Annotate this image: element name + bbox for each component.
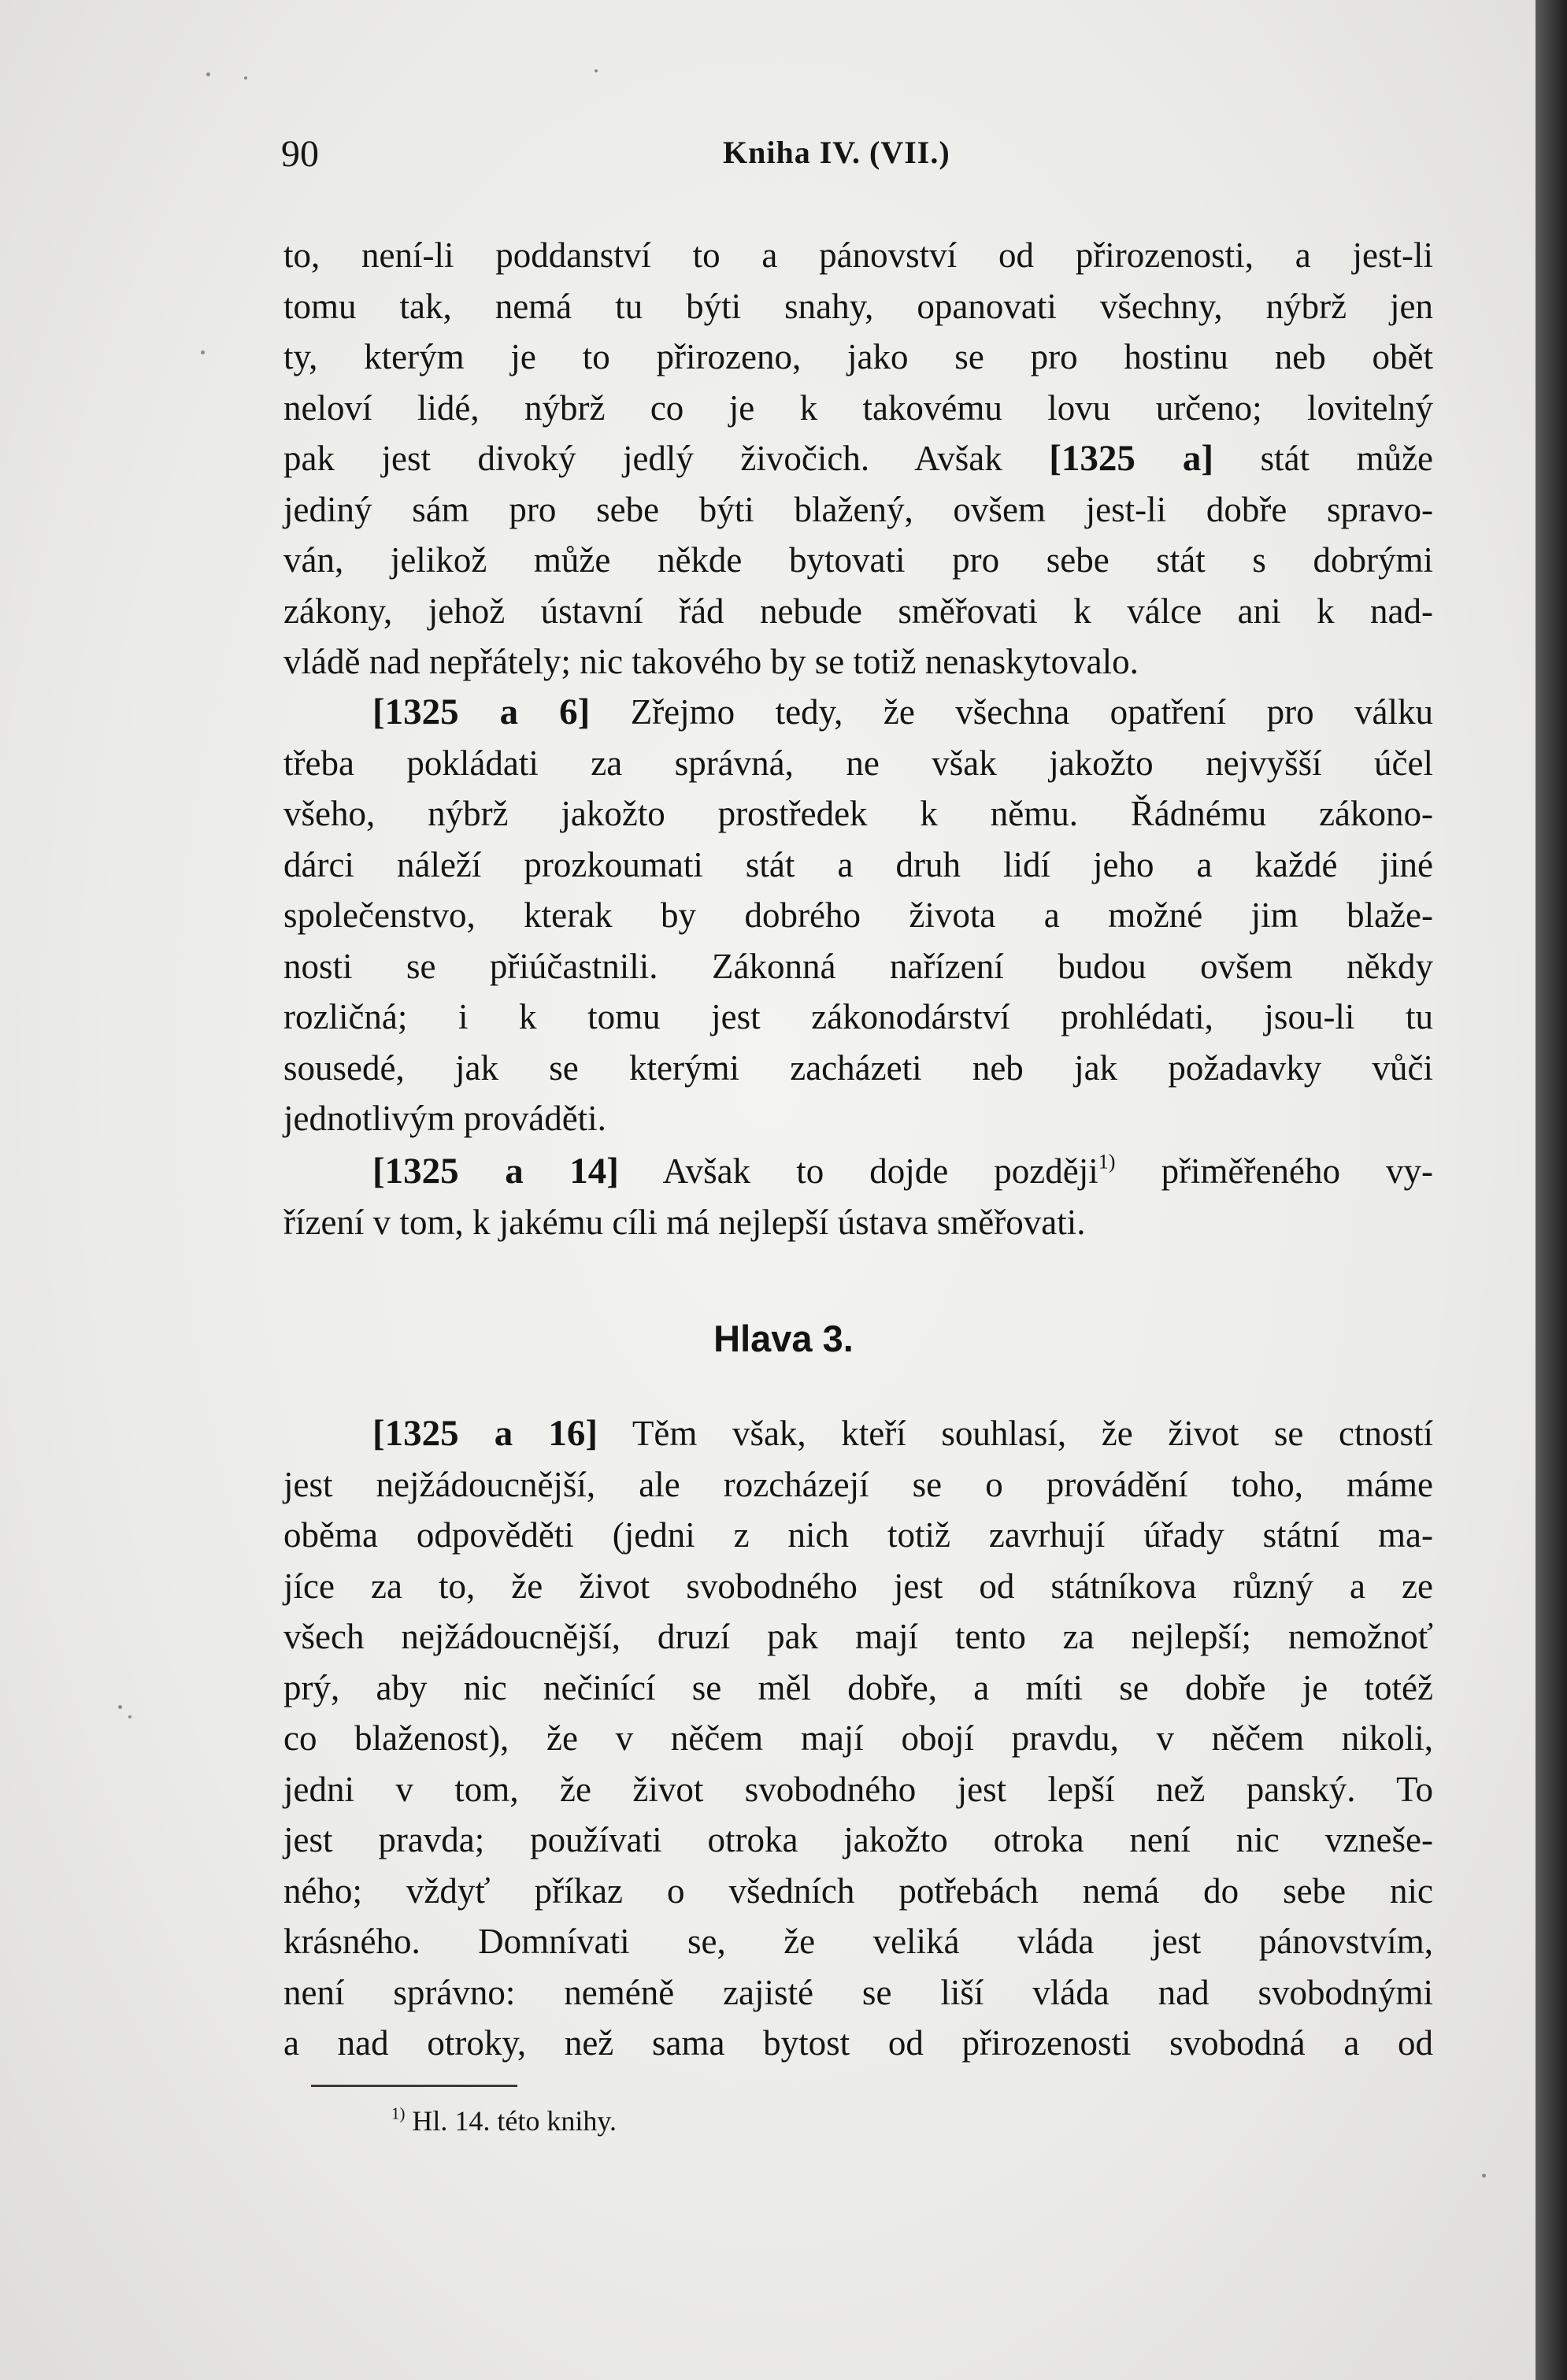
text-line: oběma odpověděti (jedni z nich totiž zavrhují úřady státní ma- <box>283 1515 1433 1555</box>
paper-speck <box>244 76 247 80</box>
text-line: ván, jelikož může někde bytovati pro sebe stát s dobrými <box>283 540 1433 580</box>
text-line: jíce za to, že život svobodného jest od státníkova různý a ze <box>283 1566 1433 1606</box>
paragraph-4 <box>283 1408 1433 2069</box>
footnote-text: Hl. 14. této knihy. <box>412 2105 617 2137</box>
footnote-mark: 1) <box>391 2104 406 2123</box>
line-text: stát může <box>1260 439 1434 478</box>
line-text: Zřejmo tedy, že všechna opatření pro válku <box>630 692 1434 732</box>
text-line: jest pravda; používati otroka jakožto otroka není nic vzneše- <box>283 1820 1433 1859</box>
text-line: zákony, jehož ústavní řád nebude směřovati k válce ani k nad- <box>283 591 1433 631</box>
text-line: dárci náleží prozkoumati stát a druh lidí jeho a každé jiné <box>283 844 1433 884</box>
text-line: co blaženost), že v něčem mají obojí pravdu, v něčem nikoli, <box>283 1718 1433 1758</box>
paragraph-1 <box>283 230 1433 688</box>
text-line: krásného. Domnívati se, že veliká vláda jest pánovstvím, <box>283 1922 1433 1961</box>
text-line: jednotlivým prováděti. <box>283 1099 606 1138</box>
paper-speck <box>1482 2174 1486 2178</box>
line-text: pak jest divoký jedlý živočich. Avšak <box>283 439 1002 478</box>
text-line: tomu tak, nemá tu býti snahy, opanovati všechny, nýbrž jen <box>283 286 1433 326</box>
book-title: Kniha IV. (VII.) <box>723 135 950 170</box>
paragraph-3 <box>283 1146 1433 1247</box>
text-line: vládě nad nepřátely; nic takového by se totiž nenaskytovalo. <box>283 642 1139 681</box>
bekker-reference: [1325 a 14] <box>372 1151 619 1192</box>
paper-speck <box>201 350 205 354</box>
line-text: Těm však, kteří souhlasí, že život se ctností <box>632 1414 1433 1453</box>
text-line: jedni v tom, že život svobodného jest lepší než panský. To <box>283 1769 1433 1809</box>
text-line-with-reference <box>283 1146 1433 1197</box>
footnote <box>391 2104 617 2137</box>
chapter-heading: Hlava 3. <box>713 1318 854 1359</box>
text-line-with-reference <box>283 687 1433 738</box>
text-line: ty, kterým je to přirozeno, jako se pro hostinu neb obět <box>283 337 1433 376</box>
paper-speck <box>128 1715 132 1718</box>
text-line: jediný sám pro sebe býti blažený, ovšem jest-li dobře spravo- <box>283 489 1433 529</box>
text-line: třeba pokládati za správná, ne však jakožto nejvyšší účel <box>283 743 1433 783</box>
footnote-mark: 1) <box>1098 1150 1116 1173</box>
text-line: neloví lidé, nýbrž co je k takovému lovu určeno; lovitelný <box>283 387 1433 428</box>
text-line-with-reference <box>283 1408 1433 1459</box>
paper-speck <box>206 72 210 76</box>
page-edge-shadow <box>1536 0 1567 2380</box>
text-line: všeho, nýbrž jakožto prostředek k němu. Řádnému zákono- <box>283 794 1433 833</box>
bekker-reference: [1325 a 6] <box>372 691 591 732</box>
text-line: řízení v tom, k jakému cíli má nejlepší ústava směřovati. <box>283 1202 1086 1242</box>
paper-speck <box>118 1705 122 1709</box>
paper-speck <box>595 69 598 72</box>
text-line: společenstvo, kterak by dobrého života a možné jim blaže- <box>283 895 1433 935</box>
line-text: přiměřeného vy- <box>1161 1151 1433 1191</box>
text-line: ného; vždyť příkaz o všedních potřebách nemá do sebe nic <box>283 1870 1433 1911</box>
text-line: nosti se přiúčastnili. Zákonná nařízení budou ovšem někdy <box>283 946 1433 986</box>
text-line: rozličná; i k tomu jest zákonodárství prohlédati, jsou-li tu <box>283 997 1433 1036</box>
line-text: Avšak to dojde později <box>662 1151 1098 1191</box>
text-line: není správno: neméně zajisté se liší vláda nad svobodnými <box>283 1972 1433 2012</box>
bekker-reference: [1325 a] <box>1049 438 1214 479</box>
footnote-divider <box>311 2085 517 2087</box>
text-line: prý, aby nic nečinící se měl dobře, a míti se dobře je totéž <box>283 1667 1433 1707</box>
text-line: jest nejžádoucnější, ale rozcházejí se o provádění toho, máme <box>283 1464 1433 1504</box>
text-line: sousedé, jak se kterými zacházeti neb jak požadavky vůči <box>283 1047 1433 1088</box>
text-line: a nad otroky, než sama bytost od přirozenosti svobodná a od <box>283 2023 1433 2063</box>
page-number: 90 <box>281 133 319 175</box>
paragraph-2 <box>283 687 1433 1144</box>
bekker-reference: [1325 a 16] <box>372 1413 598 1454</box>
text-line-with-reference <box>283 433 1433 484</box>
running-head <box>0 132 1536 180</box>
text-line: všech nejžádoucnější, druzí pak mají tento za nejlepší; nemožnoť <box>283 1617 1433 1656</box>
text-line: to, není-li poddanství to a pánovství od přirozenosti, a jest-li <box>283 235 1433 275</box>
